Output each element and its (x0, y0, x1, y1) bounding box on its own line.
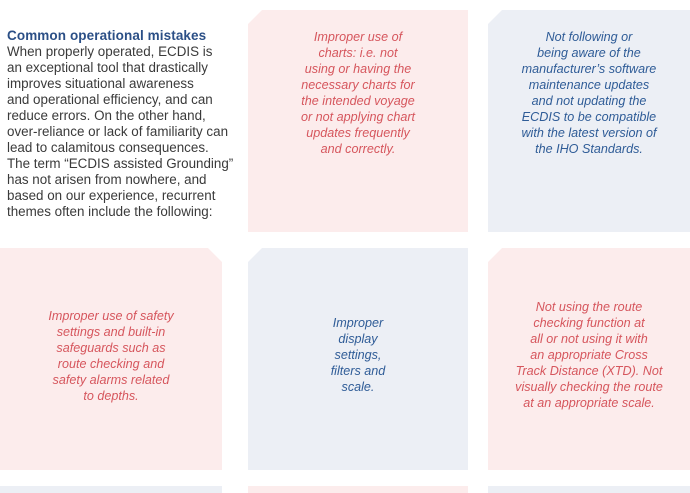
intro-line: improves situational awareness (7, 76, 194, 91)
mistake-card-charts (248, 10, 468, 232)
card-line: Improper use of (313, 30, 403, 44)
card-line: filters and (330, 364, 386, 378)
intro-line: based on our experience, recurrent (7, 188, 216, 203)
card-corner-decoration (488, 248, 502, 262)
card-line: Not using the route (535, 300, 643, 314)
intro-line: has not arisen from nowhere, and (7, 172, 207, 187)
card-line: maintenance updates (528, 78, 650, 92)
mistake-card-safety-settings (0, 248, 222, 470)
intro-paragraph (7, 44, 239, 220)
card-line: ECDIS to be compatible (521, 110, 657, 124)
intro-section (7, 27, 239, 220)
mistake-card-display-settings (248, 248, 468, 470)
card-line: scale. (341, 380, 375, 394)
card-line: Improper use of safety (48, 309, 174, 323)
card-line: all or not using it with (530, 332, 648, 346)
card-row3-partial (488, 486, 690, 493)
card-line: display (338, 332, 378, 346)
card-line: settings, (334, 348, 382, 362)
card-line: to depths. (83, 389, 139, 403)
card-line: the intended voyage (301, 94, 415, 108)
card-line: and not updating the (531, 94, 647, 108)
card-line: settings and built-in (56, 325, 166, 339)
card-text (515, 299, 663, 411)
card-line: charts: i.e. not (318, 46, 398, 60)
intro-line: lead to calamitous consequences. (7, 140, 209, 155)
card-line: or not applying chart (300, 110, 416, 124)
mistake-card-software-updates (488, 10, 690, 232)
card-text (331, 315, 386, 395)
intro-line: reduce errors. On the other hand, (7, 108, 206, 123)
card-corner-decoration (488, 10, 502, 24)
card-line: safeguards such as (56, 341, 166, 355)
card-line: at an appropriate scale. (523, 396, 655, 410)
card-text (301, 29, 415, 157)
mistake-card-route-checking (488, 248, 690, 470)
card-line: necessary charts for (301, 78, 415, 92)
card-line: with the latest version of (521, 126, 657, 140)
intro-line: When properly operated, ECDIS is (7, 44, 213, 59)
section-heading: Common operational mistakes (7, 28, 207, 43)
intro-line: themes often include the following: (7, 204, 213, 219)
card-line: and correctly. (320, 142, 396, 156)
card-line: Track Distance (XTD). Not (515, 364, 663, 378)
card-line: an appropriate Cross (530, 348, 648, 362)
card-line: Not following or (545, 30, 633, 44)
card-line: checking function at (533, 316, 645, 330)
intro-line: over-reliance or lack of familiarity can (7, 124, 229, 139)
card-line: the IHO Standards. (535, 142, 643, 156)
card-row3-partial (0, 486, 222, 493)
card-line: updates frequently (306, 126, 410, 140)
card-line: visually checking the route (515, 380, 663, 394)
card-line: safety alarms related (52, 373, 170, 387)
card-text (48, 308, 173, 404)
intro-line: an exceptional tool that drastically (7, 60, 208, 75)
card-corner-decoration (248, 248, 262, 262)
card-row3-partial (248, 486, 468, 493)
card-line: using or having the (304, 62, 412, 76)
card-line: being aware of the (537, 46, 641, 60)
card-line: route checking and (57, 357, 165, 371)
card-corner-decoration (248, 10, 262, 24)
intro-line: and operational efficiency, and can (7, 92, 213, 107)
card-corner-decoration (208, 248, 222, 262)
card-text (521, 29, 656, 157)
card-line: Improper (332, 316, 384, 330)
card-line: manufacturer’s software (521, 62, 657, 76)
intro-line: The term “ECDIS assisted Grounding” (7, 156, 234, 171)
